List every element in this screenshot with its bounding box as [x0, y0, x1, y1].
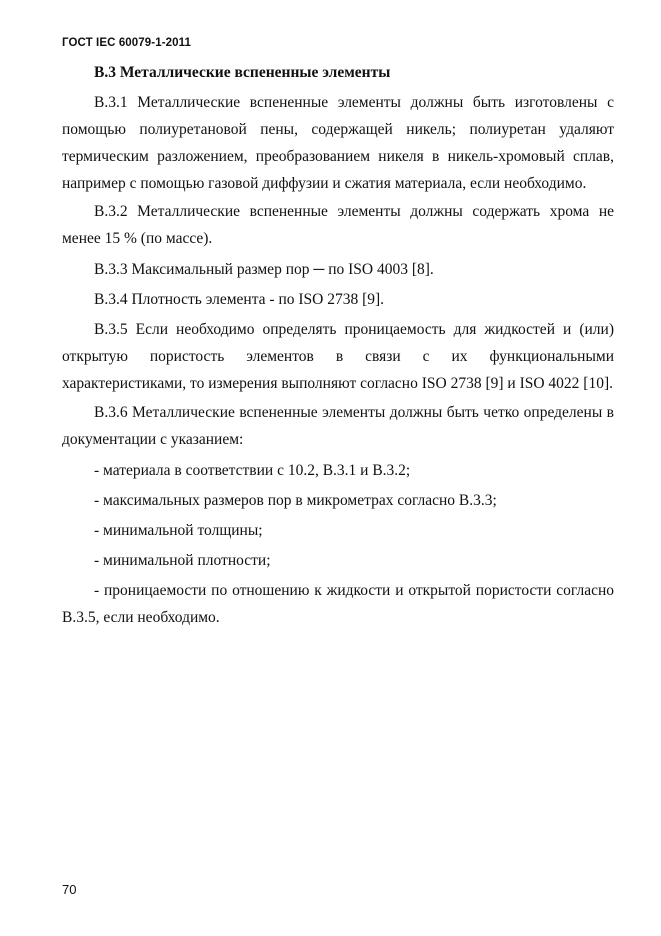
- paragraph-b-3-1: В.3.1 Металлические вспененные элементы должны быть изготовлены с помощью полиуретановой пены, содержащей никель; полиуретан удаляют термическим разложением, преобразованием никеля в никель-хромовый сплав, например с помощью газовой диффузии и сжатия материала, если необходимо.: [62, 94, 614, 192]
- list-item-density: - минимальной плотности;: [94, 552, 271, 569]
- list-item-pore-size: - максимальных размеров пор в микрометрах согласно В.3.3;: [94, 492, 497, 509]
- paragraph-b-3-3: В.3.3 Максимальный размер пор ─ по ISO 4003 [8].: [94, 261, 434, 278]
- paragraph-b-3-4: В.3.4 Плотность элемента - по ISO 2738 [9].: [94, 291, 385, 308]
- document-header: ГОСТ IEC 60079-1-2011: [62, 37, 191, 49]
- list-item-permeability: - проницаемости по отношению к жидкости и открытой пористости согласно В.3.5, если необходимо.: [62, 582, 614, 626]
- paragraph-b-3-5: В.3.5 Если необходимо определять проницаемость для жидкостей и (или) открытую пористость элементов в связи с их функциональными характеристиками, то измерения выполняют согласно ISO 2738 [9] и ISO 4022 [10].: [62, 321, 614, 392]
- list-item-material: - материала в соответствии с 10.2, В.3.1 и В.3.2;: [94, 462, 411, 479]
- page-number: 70: [62, 882, 77, 897]
- section-heading: В.3 Металлические вспененные элементы: [94, 64, 391, 81]
- paragraph-b-3-2: В.3.2 Металлические вспененные элементы должны содержать хрома не менее 15 % (по массе).: [62, 203, 614, 247]
- list-item-thickness: - минимальной толщины;: [94, 522, 263, 539]
- paragraph-b-3-6: В.3.6 Металлические вспененные элементы должны быть четко определены в документации с указанием:: [62, 404, 614, 448]
